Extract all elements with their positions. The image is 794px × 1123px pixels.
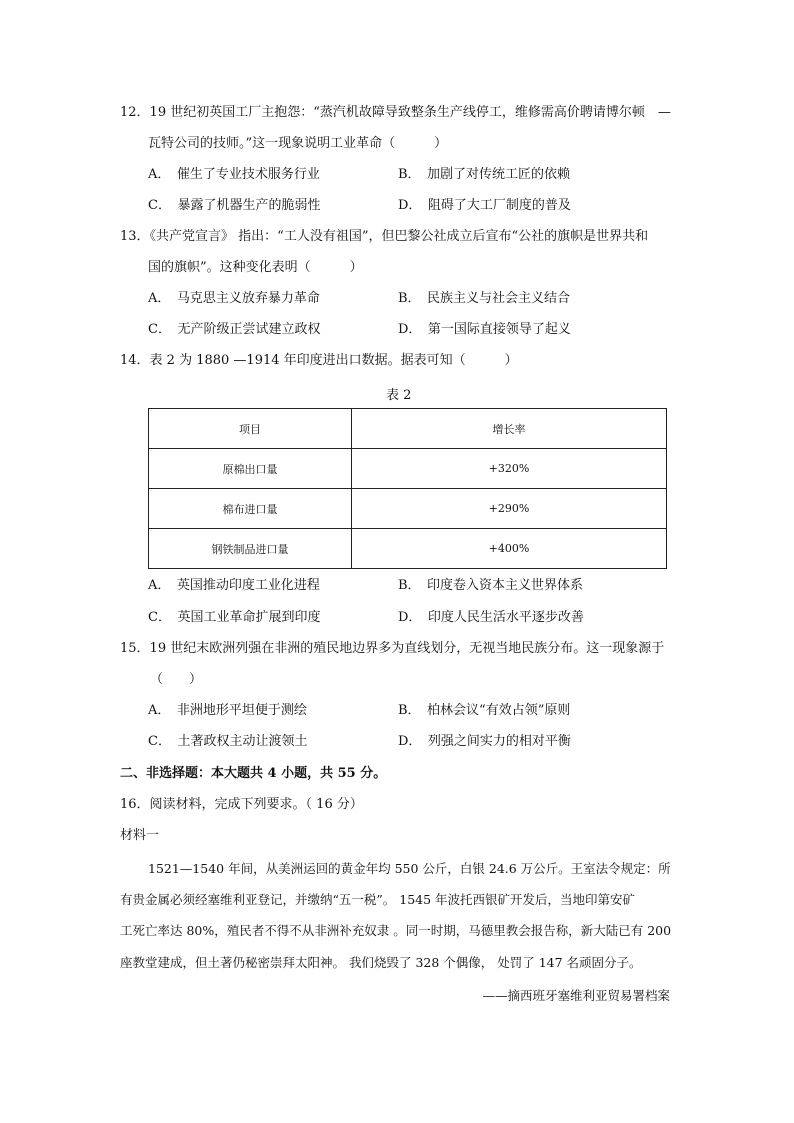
material-label: 材料一 (120, 828, 160, 843)
q12-option-d: D． 阻碍了大工厂制度的普及 (398, 198, 571, 213)
q14-option-b: B． 印度卷入资本主义世界体系 (398, 578, 584, 593)
q15-option-b: B． 柏林会议“有效占领”原则 (398, 703, 571, 718)
q14-option-a: A． 英国推动印度工业化进程 (148, 578, 320, 593)
table-cell-growth: +320% (352, 449, 667, 489)
q12-option-b: B． 加剧了对传统工匠的依赖 (398, 167, 571, 182)
q15-stem-line2: （ ） (150, 672, 203, 687)
table-cell-item: 钢铁制品进口量 (149, 529, 352, 569)
q14-option-d: D． 印度人民生活水平逐步改善 (398, 610, 584, 625)
table-cell-growth: +400% (352, 529, 667, 569)
material-line: 有贵金属必须经塞维利亚登记，并缴纳“五一税”。 1545 年波托西银矿开发后，当地印第安矿 (120, 892, 636, 907)
q12-option-a: A． 催生了专业技术服务行业 (148, 167, 320, 182)
import-export-table (148, 408, 667, 569)
q15-option-c: C． 土著政权主动让渡领土 (148, 734, 308, 749)
material-line: 座教堂建成，但土著仍秘密崇拜太阳神。 我们烧毁了 328 个偶像， 处罚了 147 名顽固分子。 (120, 955, 642, 970)
material-source: ——摘西班牙塞维利亚贸易署档案 (482, 988, 670, 1003)
q16-stem: 16．阅读材料，完成下列要求。（ 16 分） (120, 797, 363, 812)
q15-option-d: D． 列强之间实力的相对平衡 (398, 734, 571, 749)
q12-option-c: C． 暴露了机器生产的脆弱性 (148, 198, 321, 213)
table-header-item: 项目 (149, 409, 352, 449)
material-line: 1521—1540 年间，从美洲运回的黄金年均 550 公斤，白银 24.6 万公斤。王室法令规定：所 (148, 861, 671, 876)
q13-option-b: B． 民族主义与社会主义结合 (398, 291, 571, 306)
q13-option-c: C． 无产阶级正尝试建立政权 (148, 322, 321, 337)
q15-option-a: A． 非洲地形平坦便于测绘 (148, 703, 307, 718)
q15-stem-line1: 15．19 世纪末欧洲列强在非洲的殖民地边界多为直线划分，无视当地民族分布。这一现象源于 (120, 641, 665, 656)
q14-option-c: C． 英国工业革命扩展到印度 (148, 610, 321, 625)
q13-option-d: D． 第一国际直接领导了起义 (398, 322, 571, 337)
table-row (149, 529, 667, 569)
table-row (149, 449, 667, 489)
q13-stem-line1: 13．《共产党宣言》 指出：“工人没有祖国”，但巴黎公社成立后宣布“公社的旗帜是世界共和 (120, 229, 649, 244)
q12-stem-line1: 12．19 世纪初英国工厂主抱怨：“蒸汽机故障导致整条生产线停工，维修需高价聘请博尔顿 — (120, 105, 671, 120)
material-line: 工死亡率达 80%，殖民者不得不从非洲补充奴隶 。同一时期，马德里教会报告称，新大陆已有 200 (120, 923, 672, 938)
table-cell-item: 原棉出口量 (149, 449, 352, 489)
table-row (149, 489, 667, 529)
table-cell-item: 棉布进口量 (149, 489, 352, 529)
q13-option-a: A． 马克思主义放弃暴力革命 (148, 291, 320, 306)
table-header-row (149, 409, 667, 449)
table-header-growth: 增长率 (352, 409, 667, 449)
section-heading: 二、非选择题：本大题共 4 小题，共 55 分。 (120, 766, 387, 781)
table-caption: 表 2 (386, 388, 412, 403)
q12-stem-line2: 瓦特公司的技师。”这一现象说明工业革命（ ） (148, 136, 448, 151)
q14-stem: 14．表 2 为 1880 —1914 年印度进出口数据。据表可知（ ） (120, 353, 518, 368)
q13-stem-line2: 国的旗帜”。这种变化表明（ ） (148, 260, 363, 275)
table-cell-growth: +290% (352, 489, 667, 529)
